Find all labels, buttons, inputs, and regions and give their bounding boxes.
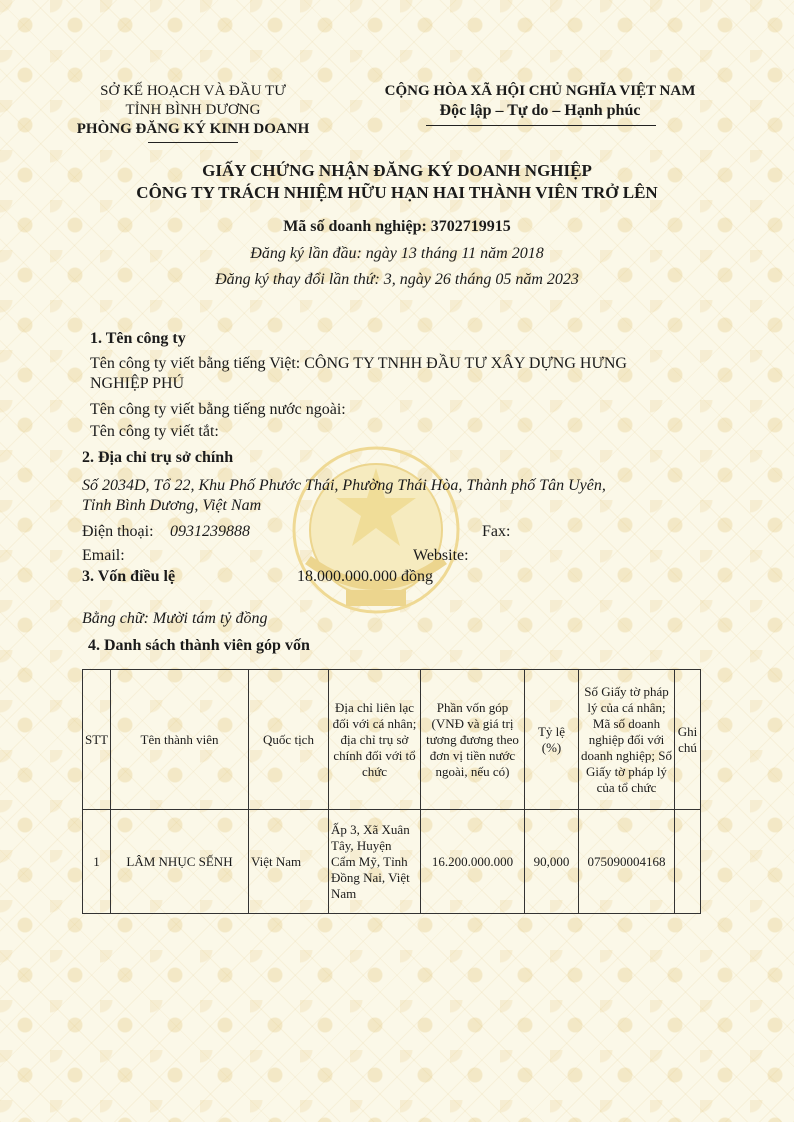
column-header-note: Ghi chú xyxy=(675,670,701,810)
section-2-heading: 2. Địa chỉ trụ sở chính xyxy=(82,449,234,466)
title-line-2: CÔNG TY TRÁCH NHIỆM HỮU HẠN HAI THÀNH VIÊN TRỞ LÊN xyxy=(136,183,658,202)
enterprise-code: Mã số doanh nghiệp: 3702719915 xyxy=(283,218,511,235)
website-label: Website: xyxy=(413,547,469,564)
column-header-nationality: Quốc tịch xyxy=(249,670,329,810)
first-registration-date: Đăng ký lần đầu: ngày 13 tháng 11 năm 2018 xyxy=(250,245,544,262)
table-row xyxy=(83,810,701,914)
company-name-short: Tên công ty viết tắt: xyxy=(90,423,219,440)
phone-value: 0931239888 xyxy=(170,523,250,540)
agency-line-1: SỞ KẾ HOẠCH VÀ ĐẦU TƯ xyxy=(100,83,286,99)
phone-label: Điện thoại: xyxy=(82,523,154,540)
nation-underline xyxy=(426,125,656,126)
fax-label: Fax: xyxy=(482,523,511,540)
cell-legal-document: 075090004168 xyxy=(579,810,675,914)
column-header-address: Địa chỉ liên lạc đối với cá nhân; địa chỉ trụ sở chính đối với tổ chức xyxy=(329,670,421,810)
agency-block xyxy=(60,82,326,139)
cell-address: Ấp 3, Xã Xuân Tây, Huyện Cẩm Mỹ, Tỉnh Đồng Nai, Việt Nam xyxy=(329,810,421,914)
column-header-ratio: Tỷ lệ (%) xyxy=(525,670,579,810)
column-header-contribution: Phần vốn góp (VNĐ và giá trị tương đương theo đơn vị tiền nước ngoài, nếu có) xyxy=(421,670,525,810)
agency-underline xyxy=(148,142,238,143)
section-3-heading: 3. Vốn điều lệ xyxy=(82,568,176,585)
nation-motto: Độc lập – Tự do – Hạnh phúc xyxy=(439,102,641,119)
change-registration-date: Đăng ký thay đổi lần thứ: 3, ngày 26 tháng 05 năm 2023 xyxy=(215,271,579,288)
members-table xyxy=(82,669,701,914)
cell-ratio: 90,000 xyxy=(525,810,579,914)
column-header-legal-document: Số Giấy tờ pháp lý của cá nhân; Mã số doanh nghiệp đối với doanh nghiệp; Số Giấy tờ pháp lý của tổ chức xyxy=(579,670,675,810)
charter-capital-value: 18.000.000.000 đồng xyxy=(297,568,433,585)
table-header-row xyxy=(83,670,701,810)
email-label: Email: xyxy=(82,547,125,564)
section-4-heading: 4. Danh sách thành viên góp vốn xyxy=(88,637,310,654)
company-name-vietnamese: Tên công ty viết bằng tiếng Việt: CÔNG TY TNHH ĐẦU TƯ XÂY DỰNG HƯNG xyxy=(90,355,627,372)
section-1-heading: 1. Tên công ty xyxy=(90,330,186,347)
cell-stt: 1 xyxy=(83,810,111,914)
nation-line-1: CỘNG HÒA XÃ HỘI CHỦ NGHĨA VIỆT NAM xyxy=(384,83,696,99)
cell-nationality: Việt Nam xyxy=(249,810,329,914)
column-header-stt: STT xyxy=(83,670,111,810)
certificate-title xyxy=(0,160,794,204)
cell-member-name: LÂM NHỤC SẾNH xyxy=(111,810,249,914)
company-name-vietnamese-cont: NGHIỆP PHÚ xyxy=(90,375,185,392)
agency-line-3: PHÒNG ĐĂNG KÝ KINH DOANH xyxy=(76,121,310,137)
agency-line-2: TỈNH BÌNH DƯƠNG xyxy=(125,102,261,118)
cell-note xyxy=(675,810,701,914)
cell-contribution: 16.200.000.000 xyxy=(421,810,525,914)
head-office-address: Số 2034D, Tổ 22, Khu Phố Phước Thái, Phường Thái Hòa, Thành phố Tân Uyên, xyxy=(82,477,606,494)
nation-block xyxy=(360,82,720,120)
company-name-foreign: Tên công ty viết bằng tiếng nước ngoài: xyxy=(90,401,346,418)
head-office-address-cont: Tỉnh Bình Dương, Việt Nam xyxy=(82,497,262,514)
title-line-1: GIẤY CHỨNG NHẬN ĐĂNG KÝ DOANH NGHIỆP xyxy=(202,161,592,180)
column-header-name: Tên thành viên xyxy=(111,670,249,810)
charter-capital-in-words: Bằng chữ: Mười tám tỷ đồng xyxy=(82,610,268,627)
